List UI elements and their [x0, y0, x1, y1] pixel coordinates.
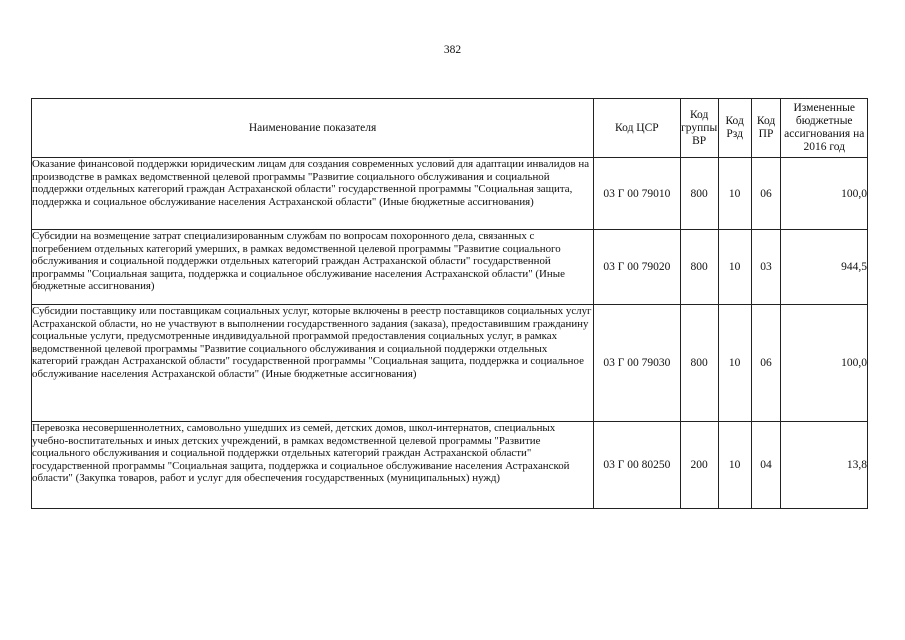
row-pr: 04 — [751, 422, 781, 509]
row-vr: 800 — [680, 230, 718, 305]
table-header-row — [32, 99, 868, 158]
row-amount: 100,0 — [781, 305, 868, 422]
budget-table — [31, 98, 868, 509]
row-name: Оказание финансовой поддержки юридическим лицам для создания современных условий для адаптации инвалидов на производстве в рамках ведомственной целевой программы "Развитие социального обслуживания и социальной поддержки отдельных категорий граждан Астраханской области" государственной программы "Социальная защита, поддержка и социальное обслуживание населения Астраханской области" (Иные бюджетные ассигнования) — [32, 158, 594, 230]
row-csr: 03 Г 00 79010 — [594, 158, 680, 230]
row-vr: 800 — [680, 305, 718, 422]
row-rzd: 10 — [718, 305, 751, 422]
table-row — [32, 422, 868, 509]
header-amount: Измененные бюджетные ассигнования на 2016 год — [781, 99, 868, 158]
row-pr: 03 — [751, 230, 781, 305]
row-name: Перевозка несовершеннолетних, самовольно ушедших из семей, детских домов, школ-интернатов, специальных учебно-воспитательных и иных детских учреждений, в рамках ведомственной целевой программы "Развитие социального обслуживания и социальной поддержки отдельных категорий граждан Астраханской области" государственной программы "Социальная защита, поддержка и социальное обслуживание населения Астраханской области" (Закупка товаров, работ и услуг для обеспечения государственных (муниципальных) нужд) — [32, 422, 594, 509]
row-amount: 100,0 — [781, 158, 868, 230]
row-pr: 06 — [751, 158, 781, 230]
row-name: Субсидии поставщику или поставщикам социальных услуг, которые включены в реестр поставщиков социальных услуг Астраханской области, но не участвуют в выполнении государственного задания (заказа), предоставившим гражданину социальные услуги, предусмотренные индивидуальной программой предоставления социальных услуг, в рамках ведомственной целевой программы "Развитие социального обслуживания и социальной поддержки отдельных категорий граждан Астраханской области" государственной программы "Социальная защита, поддержка и социальное обслуживание населения Астраханской области" (Иные бюджетные ассигнования) — [32, 305, 594, 422]
row-vr: 200 — [680, 422, 718, 509]
page-number: 382 — [443, 44, 462, 56]
row-amount: 944,5 — [781, 230, 868, 305]
table-row — [32, 305, 868, 422]
table-row — [32, 230, 868, 305]
row-name: Субсидии на возмещение затрат специализированным службам по вопросам похоронного дела, связанных с погребением отдельных категорий умерших, в рамках ведомственной целевой программы "Развитие социального обслуживания и социальной поддержки отдельных категорий граждан Астраханской области" государственной программы "Социальная защита, поддержка и социальное обслуживание населения Астраханской области" (Иные бюджетные ассигнования) — [32, 230, 594, 305]
row-csr: 03 Г 00 79020 — [594, 230, 680, 305]
header-name: Наименование показателя — [32, 99, 594, 158]
row-rzd: 10 — [718, 230, 751, 305]
table-row — [32, 158, 868, 230]
row-amount: 13,8 — [781, 422, 868, 509]
row-vr: 800 — [680, 158, 718, 230]
row-rzd: 10 — [718, 158, 751, 230]
row-pr: 06 — [751, 305, 781, 422]
row-rzd: 10 — [718, 422, 751, 509]
header-vr: Код группы ВР — [680, 99, 718, 158]
row-csr: 03 Г 00 80250 — [594, 422, 680, 509]
header-pr: Код ПР — [751, 99, 781, 158]
header-csr: Код ЦСР — [594, 99, 680, 158]
row-csr: 03 Г 00 79030 — [594, 305, 680, 422]
header-rzd: Код Рзд — [718, 99, 751, 158]
